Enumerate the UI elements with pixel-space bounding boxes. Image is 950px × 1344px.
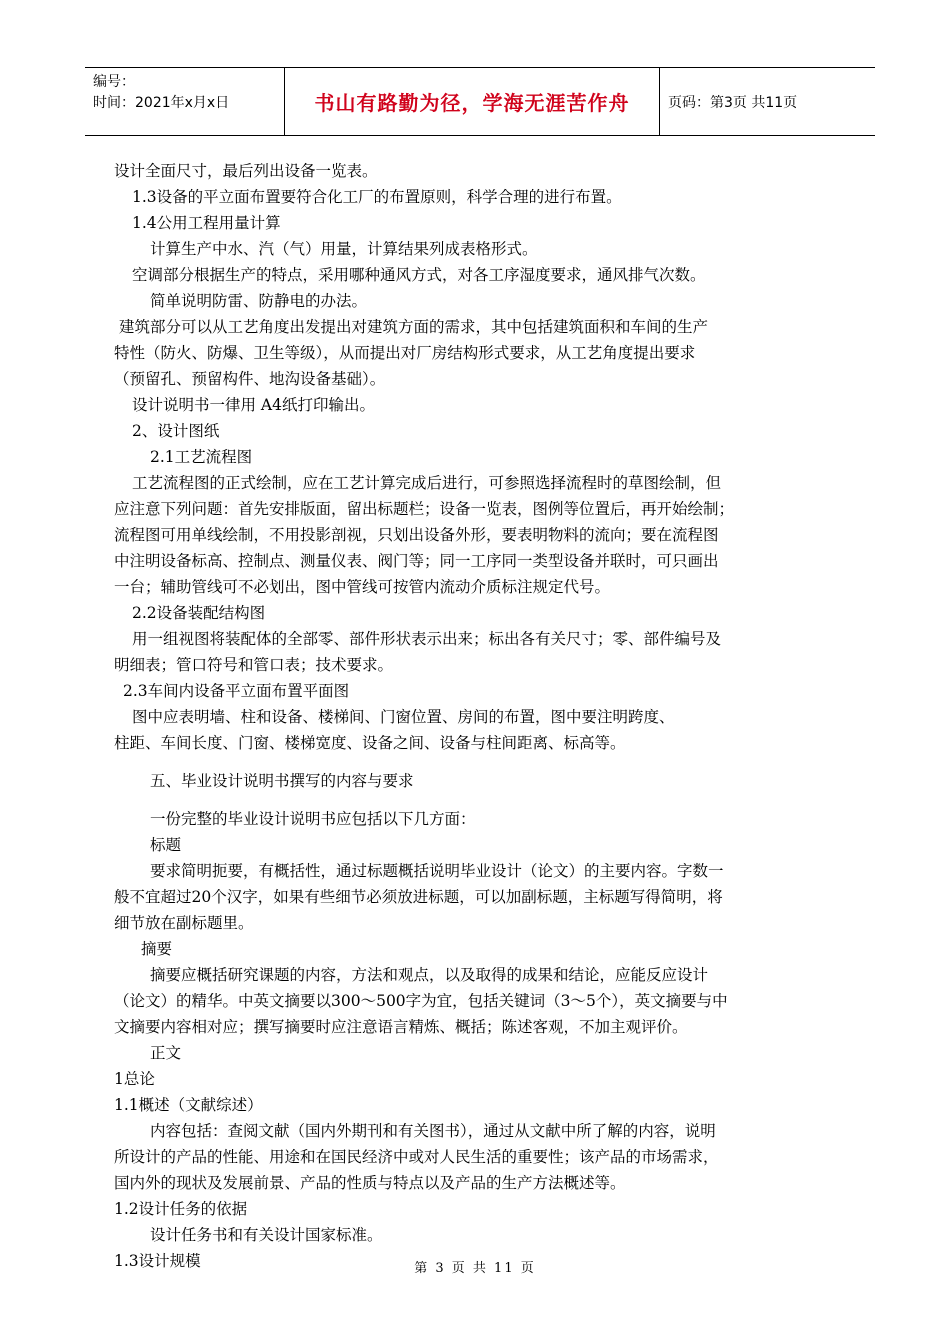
text-line: 正文 [150, 1044, 182, 1062]
text-line: 文摘要内容相对应；撰写摘要时应注意语言精炼、概括；陈述客观，不加主观评价。 [114, 1018, 688, 1036]
text-line: 细节放在副标题里。 [114, 914, 254, 932]
text-line: 1.2设计任务的依据 [114, 1200, 248, 1218]
text-line: 1总论 [114, 1070, 155, 1088]
paragraph-gap [114, 756, 849, 768]
text-line: 用一组视图将装配体的全部零、部件形状表示出来；标出各有关尺寸；零、部件编号及 [132, 630, 722, 648]
text-line: 内容包括：查阅文献（国内外期刊和有关图书），通过从文献中所了解的内容，说明 [150, 1122, 716, 1140]
text-line: 2、设计图纸 [132, 422, 220, 440]
text-line: 所设计的产品的性能、用途和在国民经济中或对人民生活的重要性；该产品的市场需求， [114, 1148, 719, 1166]
text-line: 标题 [150, 836, 182, 854]
text-line: 设计任务书和有关设计国家标准。 [150, 1226, 383, 1244]
header-meta [85, 68, 285, 135]
text-line: 简单说明防雷、防静电的办法。 [150, 292, 368, 310]
text-line: 摘要应概括研究课题的内容，方法和观点，以及取得的成果和结论，应能反应设计 [150, 966, 709, 984]
text-line: 图中应表明墙、柱和设备、楼梯间、门窗位置、房间的布置，图中要注明跨度、 [132, 708, 675, 726]
text-line: 明细表；管口符号和管口表；技术要求。 [114, 656, 394, 674]
text-line: 设计说明书一律用 A4纸打印输出。 [132, 396, 375, 414]
paragraph-gap [114, 794, 849, 806]
page-footer: 第 3 页 共 11 页 [414, 1261, 536, 1276]
text-line: 五、毕业设计说明书撰写的内容与要求 [150, 772, 414, 790]
text-line: 般不宜超过20个汉字，如果有些细节必须放进标题，可以加副标题，主标题写得简明，将 [114, 888, 723, 906]
text-line: （预留孔、预留构件、地沟设备基础）。 [114, 370, 386, 388]
text-line: 1.3设备的平立面布置要符合化工厂的布置原则，科学合理的进行布置。 [132, 188, 622, 206]
text-line: 2.1工艺流程图 [150, 448, 253, 466]
document-number: 编号： [93, 74, 135, 90]
text-line: 柱距、车间长度、门窗、楼梯宽度、设备之间、设备与柱间距离、标高等。 [114, 734, 626, 752]
text-line: 摘要 [141, 940, 173, 958]
text-line: （论文）的精华。中英文摘要以300～500字为宜，包括关键词（3～5个），英文摘要与中 [114, 992, 728, 1010]
text-line: 流程图可用单线绘制，不用投影剖视，只划出设备外形，要表明物料的流向；要在流程图 [114, 526, 719, 544]
text-line: 建筑部分可以从工艺角度出发提出对建筑方面的需求，其中包括建筑面积和车间的生产 [119, 318, 709, 336]
text-line: 一份完整的毕业设计说明书应包括以下几方面： [150, 810, 476, 828]
text-line: 中注明设备标高、控制点、测量仪表、阀门等；同一工序同一类型设备并联时，可只画出 [114, 552, 719, 570]
text-line: 国内外的现状及发展前景、产品的性质与特点以及产品的生产方法概述等。 [114, 1174, 626, 1192]
header-page-number: 页码：第3页 共11页 [668, 94, 798, 111]
text-line: 一台；辅助管线可不必划出，图中管线可按管内流动介质标注规定代号。 [114, 578, 611, 596]
text-line: 设计全面尺寸，最后列出设备一览表。 [114, 162, 378, 180]
text-line: 应注意下列问题：首先安排版面，留出标题栏；设备一览表，图例等位置后，再开始绘制； [114, 500, 735, 518]
page-header [85, 67, 875, 136]
document-body [114, 158, 849, 1274]
text-line: 工艺流程图的正式绘制，应在工艺计算完成后进行，可参照选择流程时的草图绘制，但 [132, 474, 722, 492]
text-line: 特性（防火、防爆、卫生等级），从而提出对厂房结构形式要求，从工艺角度提出要求 [114, 344, 696, 362]
header-motto: 书山有路勤为径，学海无涯苦作舟 [285, 68, 660, 135]
text-line: 2.3车间内设备平立面布置平面图 [123, 682, 350, 700]
text-line: 1.4公用工程用量计算 [132, 214, 281, 232]
text-line: 1.1概述（文献综述） [114, 1096, 263, 1114]
text-line: 1.3设计规模 [114, 1252, 201, 1270]
text-line: 2.2设备装配结构图 [132, 604, 266, 622]
text-line: 计算生产中水、汽（气）用量，计算结果列成表格形式。 [150, 240, 538, 258]
text-line: 要求简明扼要，有概括性，通过标题概括说明毕业设计（论文）的主要内容。字数一 [150, 862, 724, 880]
document-time: 时间：2021年x月x日 [93, 95, 230, 111]
text-line: 空调部分根据生产的特点，采用哪种通风方式，对各工序湿度要求，通风排气次数。 [132, 266, 706, 284]
